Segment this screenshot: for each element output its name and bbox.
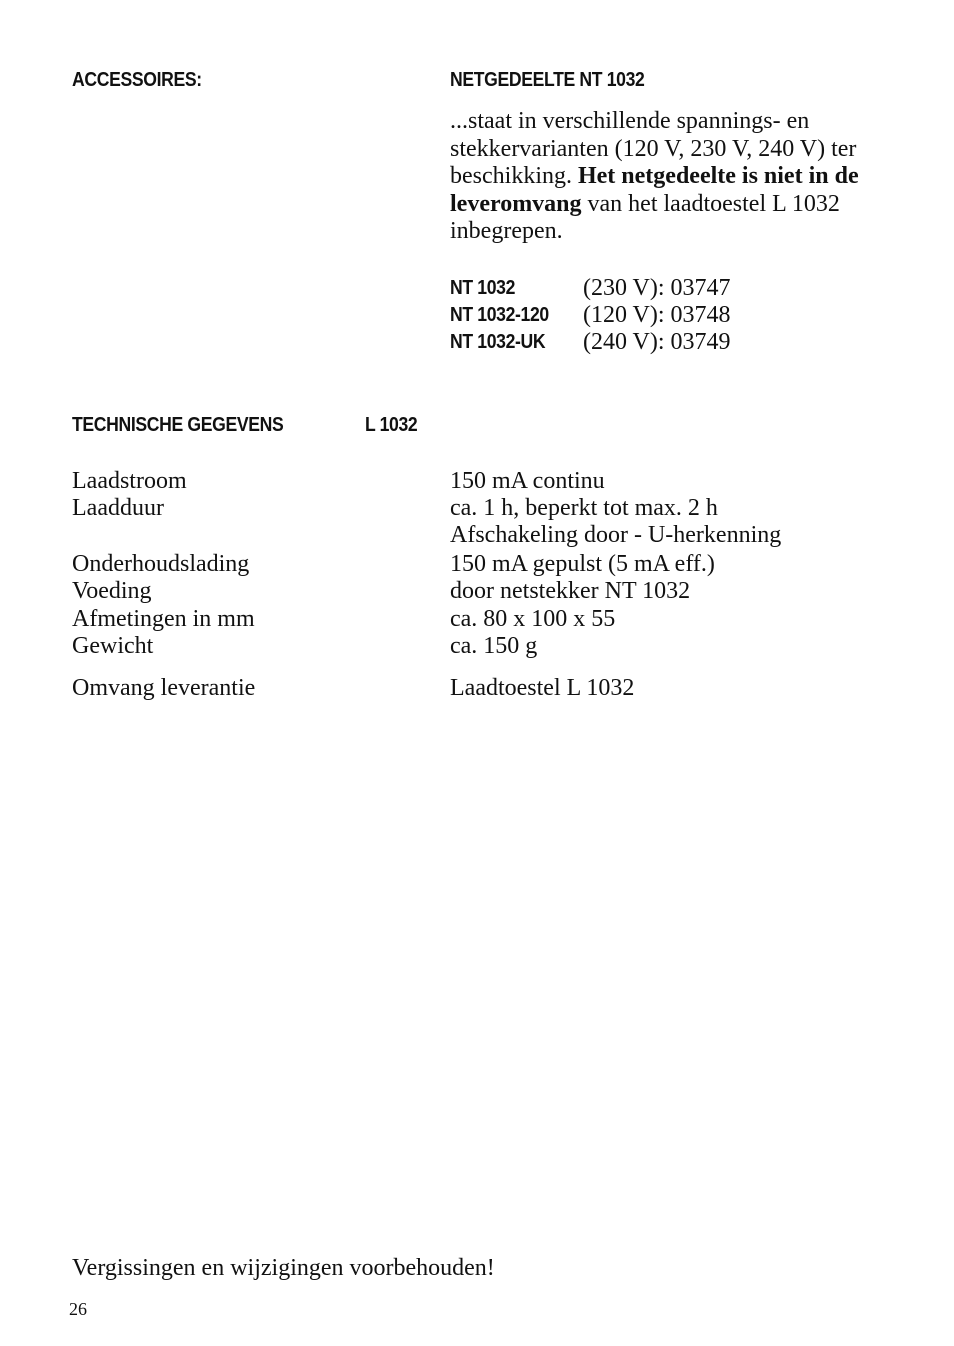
spec-value-laadstroom: 150 mA continu (450, 468, 605, 494)
description-bold-text: Het netgedeelte is niet in de leveromvang (450, 163, 859, 217)
page-number: 26 (69, 1299, 87, 1319)
spec-value-afschakeling: Afschakeling door - U-herkenning (450, 522, 782, 548)
spec-label-afmetingen: Afmetingen in mm (72, 606, 255, 632)
spec-value-omvang: Laadtoestel L 1032 (450, 675, 635, 701)
spec-value-voeding: door netstekker NT 1032 (450, 578, 691, 604)
accessories-description (450, 108, 870, 246)
model-order-number: (240 V): 03749 (583, 329, 731, 355)
description-text: ...staat in verschillende spannings- en stekkervarianten (120 V, 230 V, 240 V) ter beschikking. (450, 108, 857, 189)
product-heading: NETGEDEELTE NT 1032 (450, 69, 645, 91)
spec-label-onderhoudslading: Onderhoudslading (72, 551, 250, 577)
spec-label-omvang: Omvang leverantie (72, 675, 256, 701)
spec-value-laadduur: ca. 1 h, beperkt tot max. 2 h (450, 495, 718, 521)
model-name: NT 1032-120 (450, 304, 549, 326)
spec-value-onderhoudslading: 150 mA gepulst (5 mA eff.) (450, 551, 715, 577)
spec-value-afmetingen: ca. 80 x 100 x 55 (450, 606, 616, 632)
accessories-heading: ACCESSOIRES: (72, 69, 202, 91)
spec-label-laadstroom: Laadstroom (72, 468, 187, 494)
spec-label-voeding: Voeding (72, 578, 152, 604)
spec-label-laadduur: Laadduur (72, 495, 164, 521)
spec-value-gewicht: ca. 150 g (450, 633, 538, 659)
technical-model: L 1032 (365, 414, 418, 436)
disclaimer: Vergissingen en wijzigingen voorbehouden! (72, 1255, 495, 1281)
model-order-number: (230 V): 03747 (583, 275, 731, 301)
model-order-number: (120 V): 03748 (583, 302, 731, 328)
model-name: NT 1032-UK (450, 331, 546, 353)
technical-heading: TECHNISCHE GEGEVENS (72, 414, 284, 436)
model-name: NT 1032 (450, 277, 516, 299)
description-text-end: van het laadtoestel L 1032 inbegrepen. (450, 190, 840, 244)
spec-label-gewicht: Gewicht (72, 633, 154, 659)
